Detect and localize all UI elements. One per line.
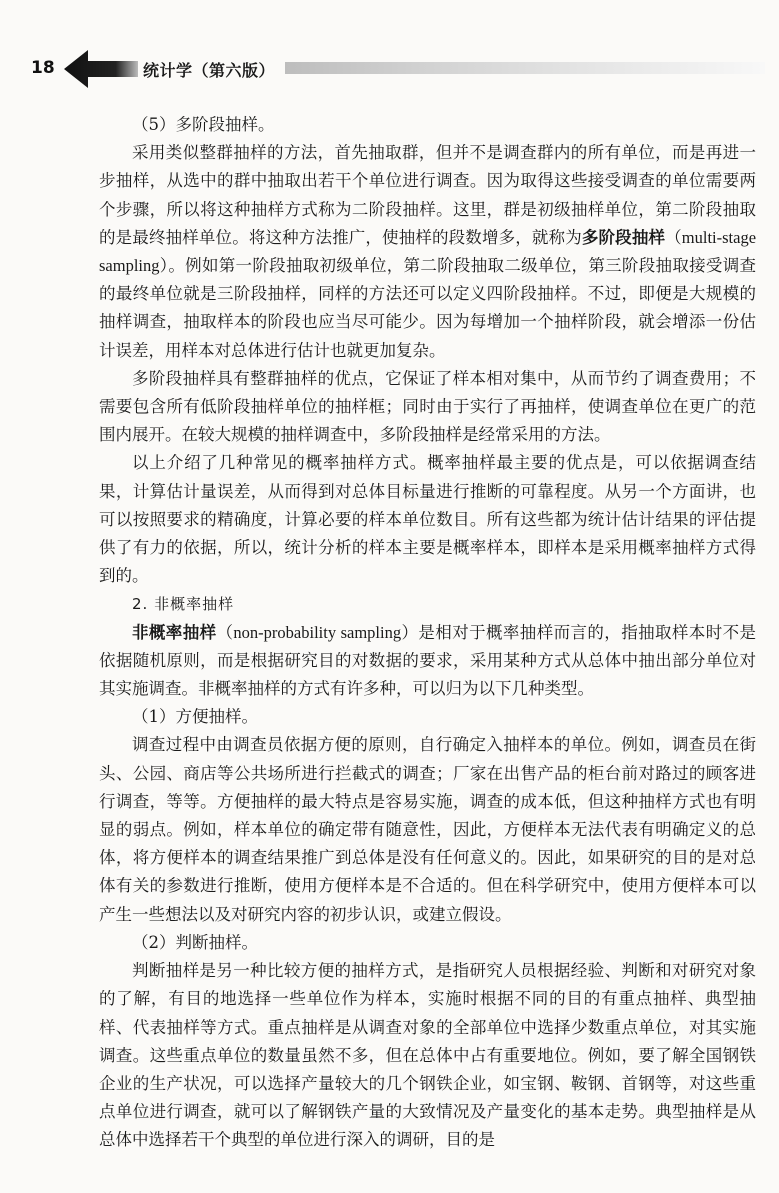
book-title: 统计学（第六版）	[143, 61, 276, 80]
term-nonprobability-sampling: 非概率抽样	[132, 622, 217, 642]
page-header	[0, 44, 779, 94]
page-number: 18	[31, 58, 55, 78]
paragraph-text: 采用类似整群抽样的方法，首先抽取群，但并不是调查群内的所有单位，而是再进一步抽样，从选中的群中抽取出若干个单位进行调查。因为取得这些接受调查的单位需要两个步骤，所以将这种抽样方式称为二阶段抽样。这里，群是初级抽样单位，第二阶段抽取的是最终抽样单位。将这种方法推广，使抽样的段数增多，就称为	[99, 143, 756, 247]
term-multistage-sampling: 多阶段抽样	[581, 227, 666, 247]
multistage-paragraph-1	[99, 139, 756, 365]
nonprobability-section-heading: 2. 非概率抽样	[132, 595, 235, 614]
multistage-paragraph-2: 多阶段抽样具有整群抽样的优点，它保证了样本相对集中，从而节约了调查费用；不需要包含所有低阶段抽样单位的抽样框；同时由于实行了再抽样，使调查单位在更广的范围内展开。在较大规模的抽样调查中，多阶段抽样是经常采用的方法。	[99, 368, 756, 445]
page-body	[99, 111, 756, 1155]
nonprobability-paragraph	[99, 619, 756, 704]
multistage-heading: （5）多阶段抽样。	[132, 115, 275, 134]
judgment-paragraph: 判断抽样是另一种比较方便的抽样方式，是指研究人员根据经验、判断和对研究对象的了解，有目的地选择一些单位作为样本，实施时根据不同的目的有重点抽样、典型抽样、代表抽样等方式。重点抽样是从调查对象的全部单位中选择少数重点单位，对其实施调查。这些重点单位的数量虽然不多，但在总体中占有重要地位。例如，要了解全国钢铁企业的生产状况，可以选择产量较大的几个钢铁企业，如宝钢、鞍钢、首钢等，对这些重点单位进行调查，就可以了解钢铁产量的大致情况及产量变化的基本走势。典型抽样是从总体中选择若干个典型的单位进行深入的调研，目的是	[99, 961, 756, 1150]
header-decorative-band	[285, 62, 765, 74]
judgment-heading: （2）判断抽样。	[132, 932, 258, 952]
probability-summary-paragraph: 以上介绍了几种常见的概率抽样方式。概率抽样最主要的优点是，可以依据调查结果，计算估计量误差，从而得到对总体目标量进行推断的可靠程度。从另一个方面讲，也可以按照要求的精确度，计算必要的样本单位数目。所有这些都为统计估计结果的评估提供了有力的依据，所以，统计分析的样本主要是概率样本，即样本是采用概率抽样方式得到的。	[99, 453, 756, 586]
convenience-paragraph: 调查过程中由调查员依据方便的原则，自行确定入抽样本的单位。例如，调查员在街头、公园、商店等公共场所进行拦截式的调查；厂家在出售产品的柜台前对路过的顾客进行调查，等等。方便抽样的最大特点是容易实施，调查的成本低，但这种抽样方式也有明显的弱点。例如，样本单位的确定带有随意性，因此，方便样本无法代表有明确定义的总体，将方便样本的调查结果推广到总体是没有任何意义的。因此，如果研究的目的是对总体有关的参数进行推断，使用方便样本是不合适的。但在科学研究中，使用方便样本可以产生一些想法以及对研究内容的初步认识，或建立假设。	[99, 735, 756, 924]
term-english: （multi-stage sampling）	[99, 227, 757, 276]
paragraph-text: 是相对于概率抽样而言的，指抽取样本时不是依据随机原则，而是根据研究目的对数据的要求，采用某种方式从总体中抽出部分单位对其实施调查。非概率抽样的方式有许多种，可以归为以下几种类型。	[99, 622, 757, 699]
paragraph-text: 。例如第一阶段抽取初级单位，第二阶段抽取二级单位，第三阶段抽取接受调查的最终单位就是三阶段抽样，同样的方法还可以定义四阶段抽样。不过，即便是大规模的抽样调查，抽取样本的阶段也应当尽可能少。因为每增加一个抽样阶段，就会增添一份估计误差，用样本对总体进行估计也就更加复杂。	[99, 256, 757, 360]
term-english: （non-probability sampling）	[216, 622, 419, 642]
convenience-heading: （1）方便抽样。	[132, 707, 258, 727]
left-arrow-icon	[62, 48, 140, 90]
